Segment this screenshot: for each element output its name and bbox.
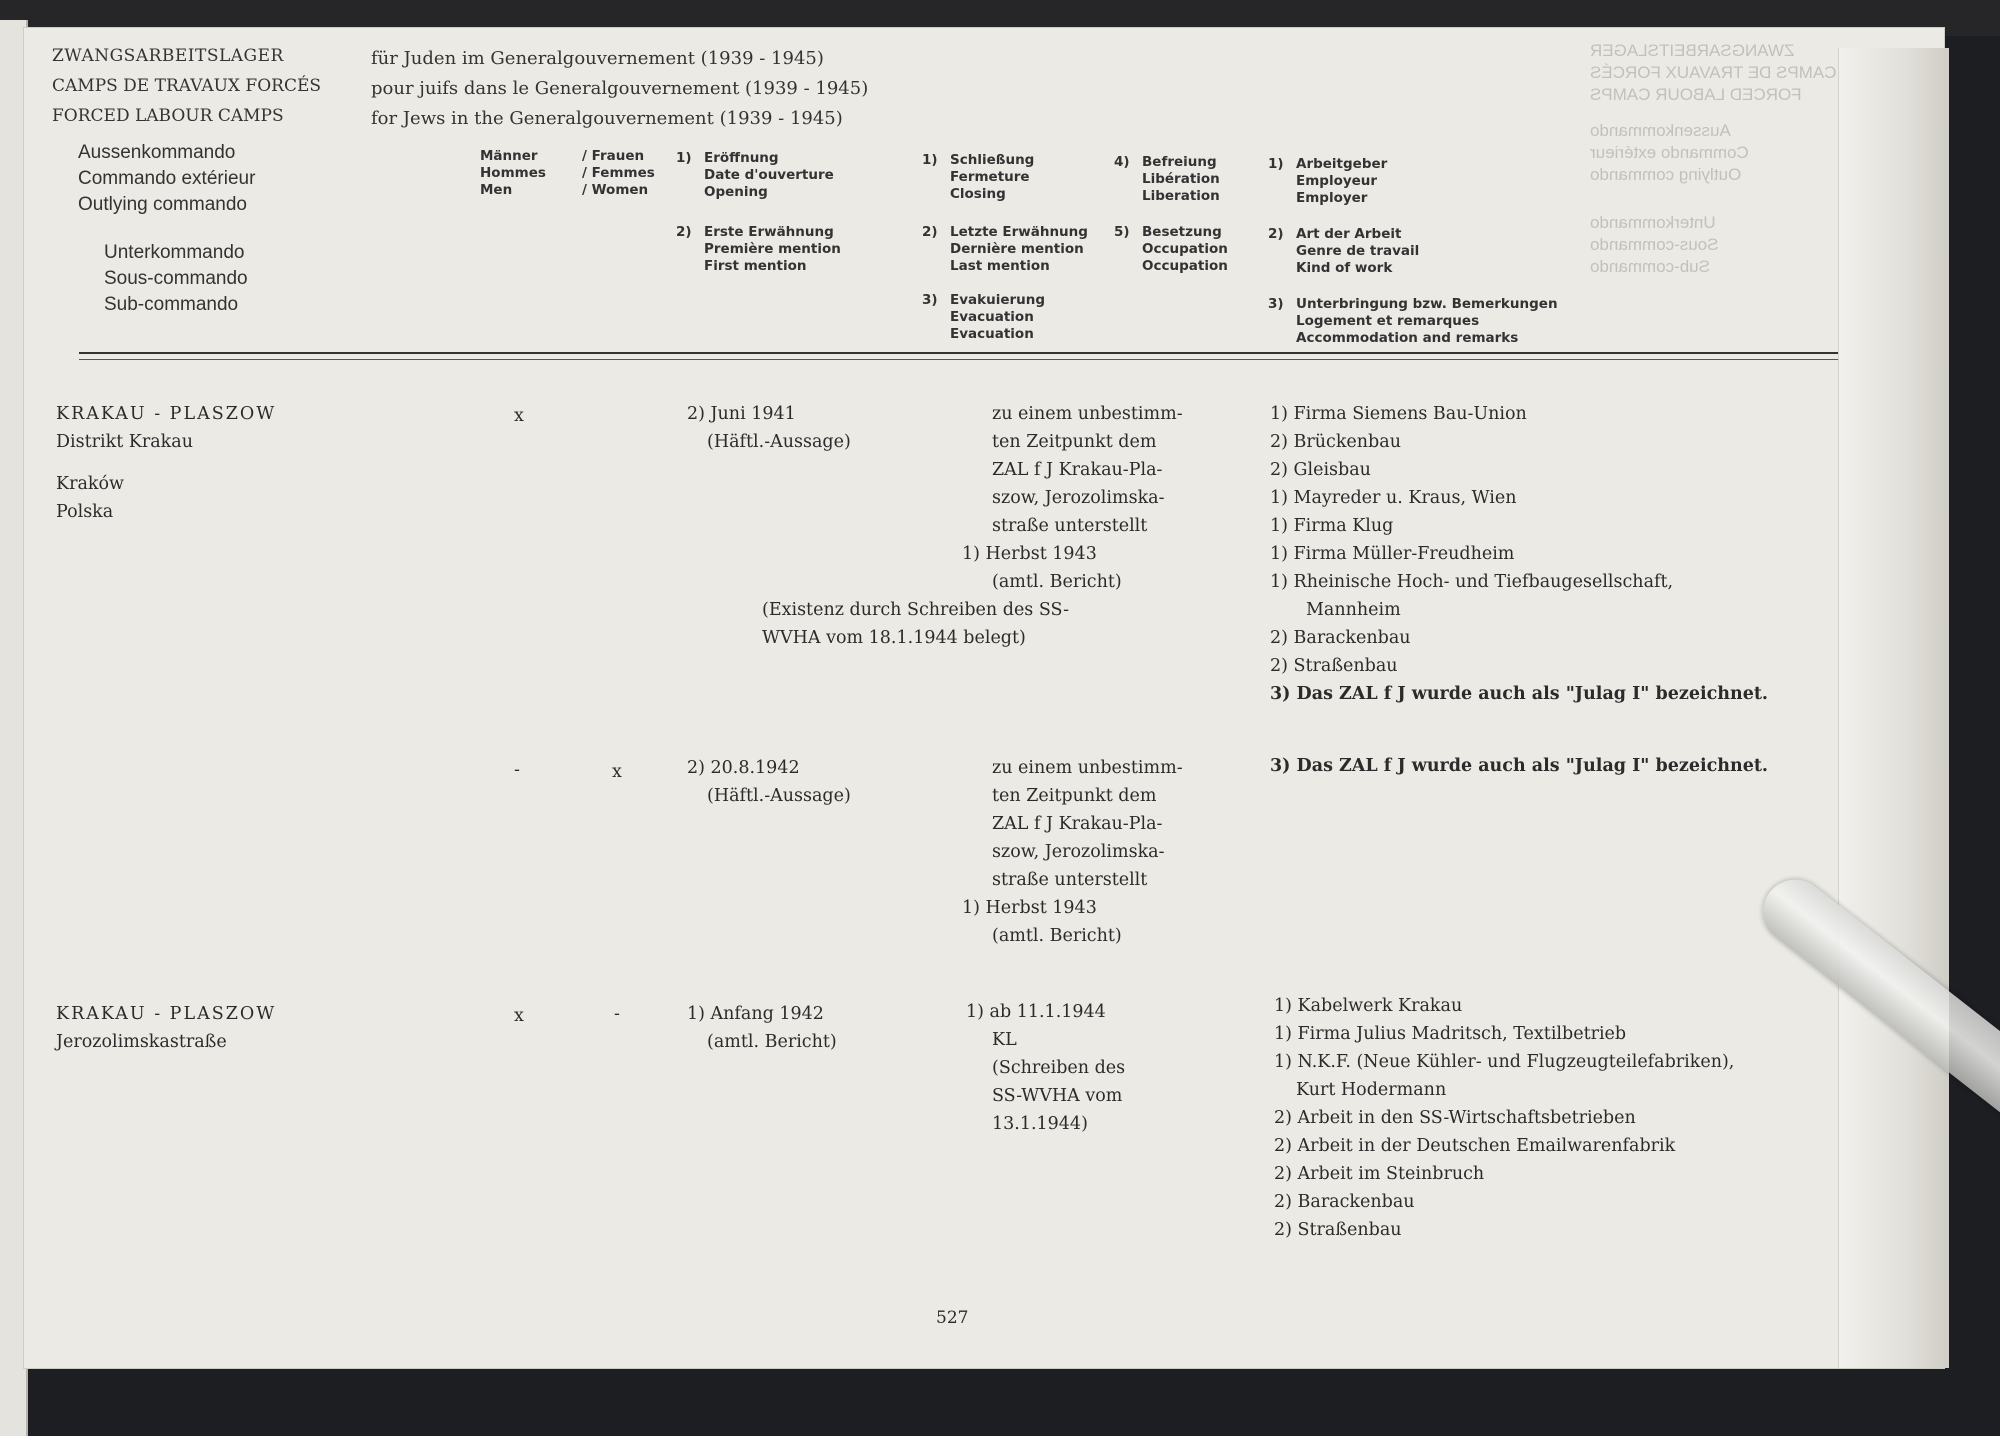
col-c1-num: 1) [676,150,692,166]
col-d2-label: Letzte Erwähnung Dernière mention Last mention [950,224,1088,274]
col-f2-num: 2) [1268,226,1284,242]
entry1-note: (Existenz durch Schreiben des SS- WVHA vom 18.1.1944 belegt) [762,600,1070,648]
entry2-women: x [612,762,622,782]
entry3-men: x [514,1006,524,1026]
col-d2-num: 2) [922,224,938,240]
col-e5-label: Besetzung Occupation Occupation [1142,224,1228,274]
entry3-name: KRAKAU - PLASZOW [56,1004,277,1024]
entry1-men: x [514,406,524,426]
col-e5-num: 5) [1114,224,1130,240]
header-rule-1 [79,352,1859,354]
subtitle-de: für Juden im Generalgouvernement (1939 - 1945) [371,48,824,69]
subtitle-en: for Jews in the Generalgouvernement (1939 - 1945) [371,108,843,129]
col-f3-label: Unterbringung bzw. Bemerkungen Logement et remarques Accommodation and remarks [1296,296,1558,346]
col-c2-num: 2) [676,224,692,240]
entry2-men: - [514,760,520,780]
title-en: FORCED LABOUR CAMPS [52,106,284,126]
col-c1-label: Eröffnung Date d'ouverture Opening [704,150,834,200]
title-de: ZWANGSARBEITSLAGER [52,46,284,66]
col-d3-num: 3) [922,292,938,308]
entry1-city: Kraków [56,474,124,494]
men-label: Männer Hommes Men [480,148,546,198]
bleed-through-text: ZWANGSARBEITSLAGER CAMPS DE TRAVAUX FORCÉS FORCED LABOUR CAMPS Aussenkommando Commando extérieur Outlying commando Unterkommando Sous-commando Sub-commando [1590,41,1837,276]
entry1-work: 1) Firma Siemens Bau-Union 2) Brückenbau 2) Gleisbau 1) Mayreder u. Kraus, Wien 1) Firma Klug 1) Firma Müller-Freudheim 1) Rheinische Hoch- und Tiefbaugesellschaft, Mannheim 2) Barackenbau 2) Straßenbau 3) Das ZAL f J wurde auch als "Julag I" bezeichnet. [1270,404,1769,704]
col-c2-label: Erste Erwähnung Première mention First mention [704,224,841,274]
unter-de: Unterkommando [104,242,245,263]
col-e4-num: 4) [1114,154,1130,170]
unter-fr: Sous-commando [104,268,248,289]
entry1-district: Distrikt Krakau [56,432,193,452]
entry1-country: Polska [56,502,114,522]
entry1-name: KRAKAU - PLASZOW [56,404,277,424]
entry2-closing: zu einem unbestimm- ten Zeitpunkt dem ZAL f J Krakau-Pla- szow, Jerozolimska- straße unterstellt 1) Herbst 1943 (amtl. Bericht) [962,758,1183,946]
col-e4-label: Befreiung Libération Liberation [1142,154,1220,204]
header-rule-2 [79,359,1859,360]
entry1-closing: zu einem unbestimm- ten Zeitpunkt dem ZAL f J Krakau-Pla- szow, Jerozolimska- straße unterstellt 1) Herbst 1943 (amtl. Bericht) [962,404,1183,592]
page-number: 527 [936,1308,969,1328]
entry2-first: 2) 20.8.1942 (Häftl.-Aussage) [687,758,851,806]
entry3-street: Jerozolimskastraße [56,1032,227,1052]
women-label: / Frauen / Femmes / Women [582,148,655,198]
entry3-closing: 1) ab 11.1.1944 KL (Schreiben des SS-WVHA vom 13.1.1944) [966,1002,1126,1134]
entry3-first: 1) Anfang 1942 (amtl. Bericht) [687,1004,837,1052]
aussen-de: Aussenkommando [78,142,236,163]
aussen-fr: Commando extérieur [78,168,256,189]
unter-en: Sub-commando [104,294,239,315]
entry2-remark: 3) Das ZAL f J wurde auch als "Julag I" bezeichnet. [1270,756,1769,776]
title-fr: CAMPS DE TRAVAUX FORCÉS [52,76,322,96]
subtitle-fr: pour juifs dans le Generalgouvernement (1939 - 1945) [371,78,869,99]
aussen-en: Outlying commando [78,194,247,215]
col-d3-label: Evakuierung Evacuation Evacuation [950,292,1046,342]
entry3-work: 1) Kabelwerk Krakau 1) Firma Julius Madritsch, Textilbetrieb 1) N.K.F. (Neue Kühler- und Flugzeugteilefabriken), Kurt Hodermann 2) Arbeit in den SS-Wirtschaftsbetrieben 2) Arbeit in der Deutschen Emailwarenfabrik 2) Arbeit im Steinbruch 2) Barackenbau 2) Straßenbau [1274,996,1735,1240]
col-f3-num: 3) [1268,296,1284,312]
col-d1-num: 1) [922,152,938,168]
col-f1-num: 1) [1268,156,1284,172]
entry1-first: 2) Juni 1941 (Häftl.-Aussage) [687,404,851,452]
entry3-women: - [614,1004,620,1024]
col-f2-label: Art der Arbeit Genre de travail Kind of work [1296,226,1420,276]
col-d1-label: Schließung Fermeture Closing [950,152,1035,202]
col-f1-label: Arbeitgeber Employeur Employer [1296,156,1388,206]
